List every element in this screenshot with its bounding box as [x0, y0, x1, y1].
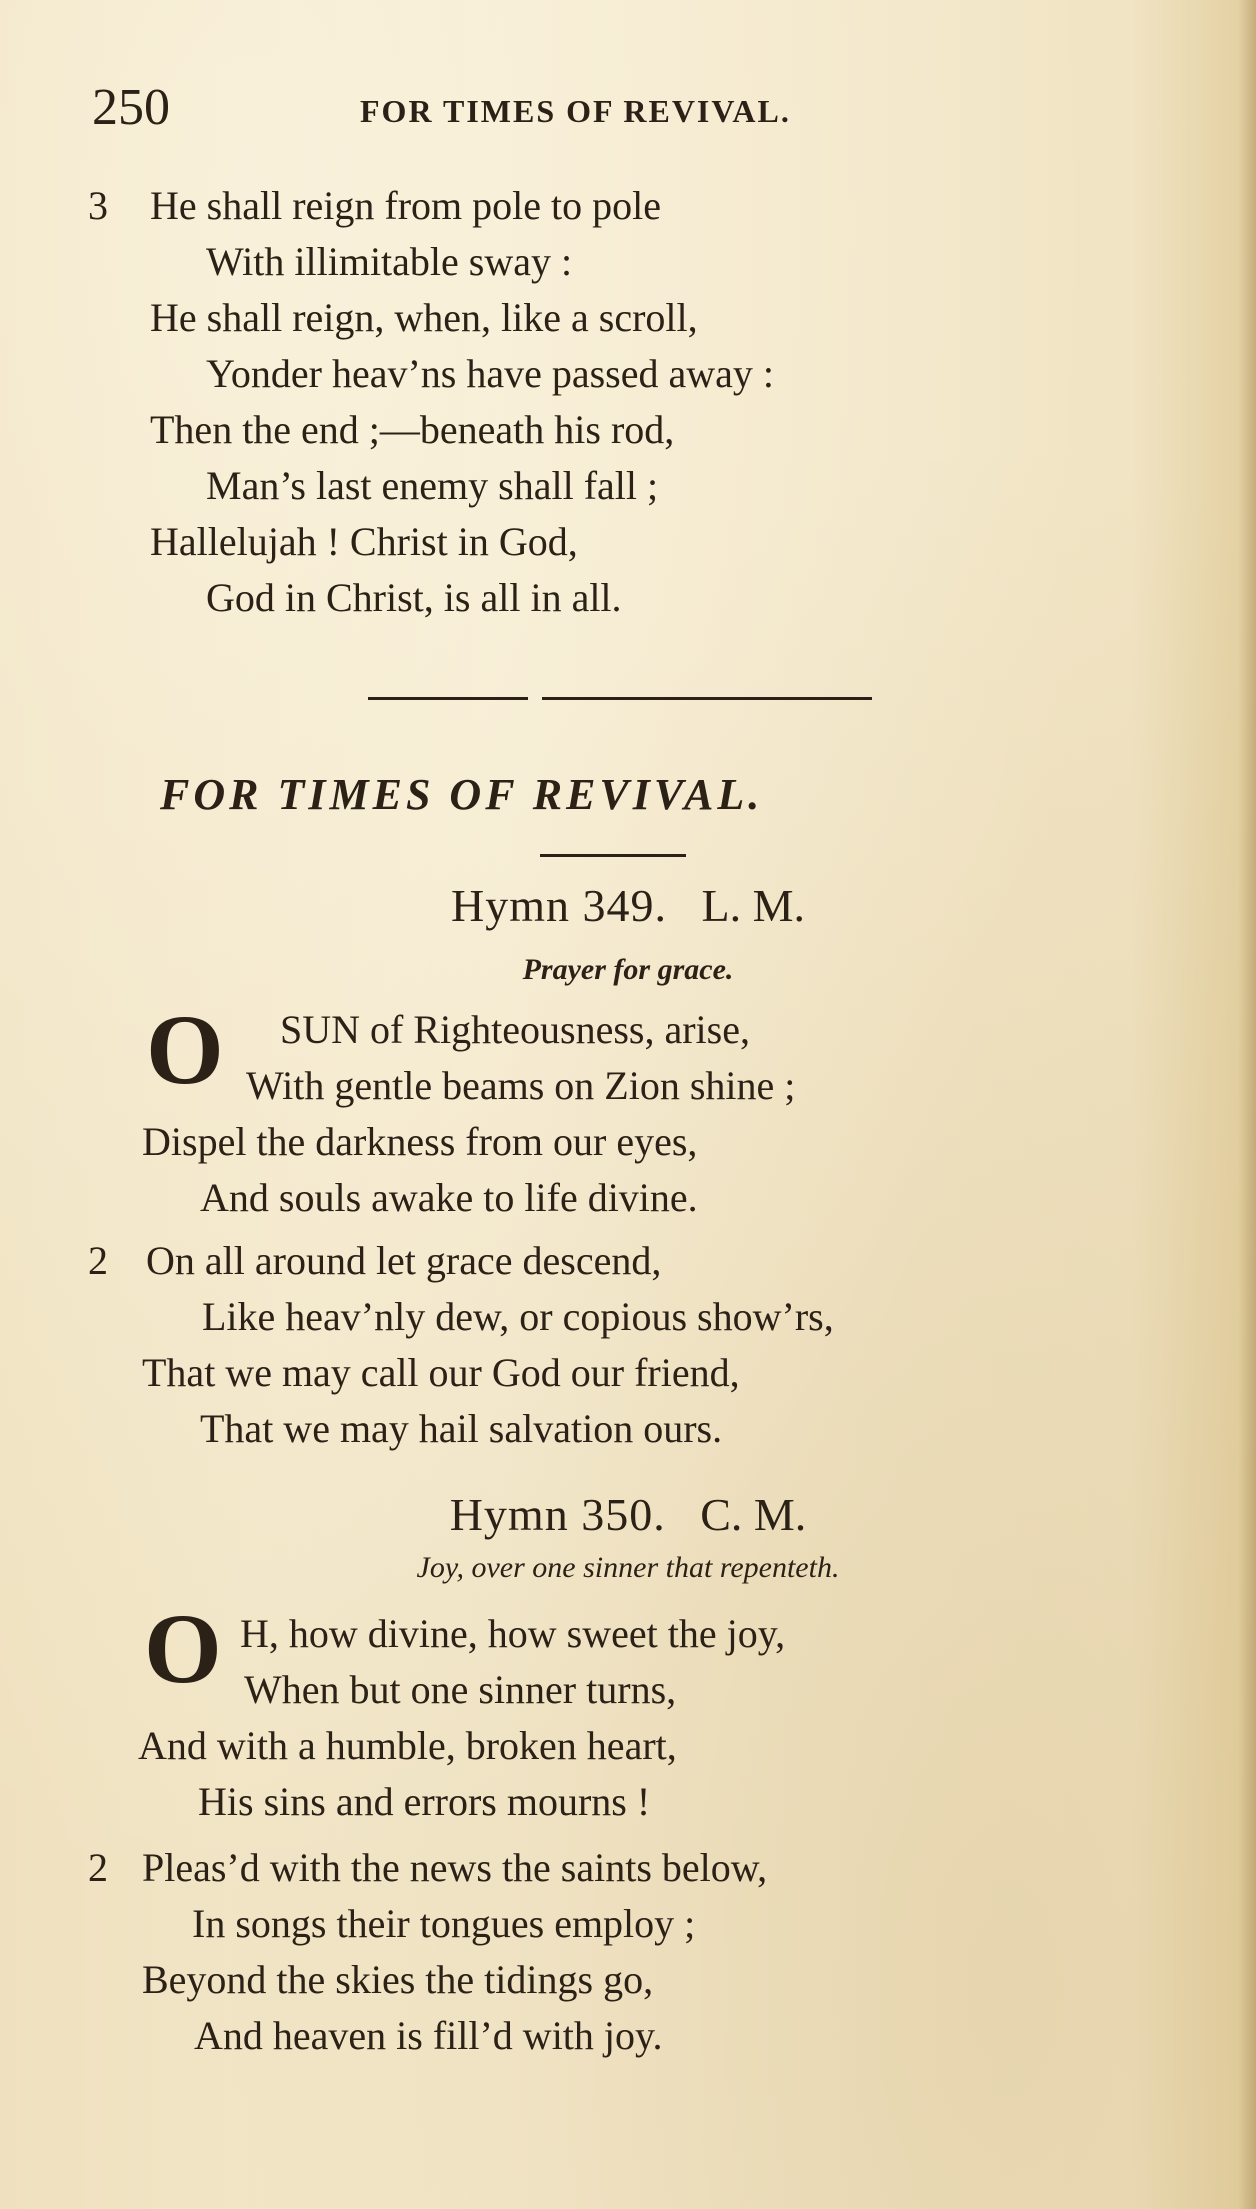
verse-text: Then the end ;—beneath his rod,	[150, 407, 675, 452]
section-divider-right	[542, 697, 872, 700]
verse-text: And heaven is fill’d with joy.	[194, 2013, 663, 2058]
verse-text: When but one sinner turns,	[244, 1667, 677, 1712]
stanza-number: 2	[88, 1845, 108, 1890]
verse-text: Pleas’d with the news the saints below,	[142, 1845, 768, 1890]
verse-text: With illimitable sway :	[206, 239, 573, 284]
verse-text: That we may call our God our friend,	[142, 1350, 740, 1395]
verse-text: Yonder heav’ns have passed away :	[206, 351, 775, 396]
verse-text: Dispel the darkness from our eyes,	[142, 1119, 698, 1164]
verse-text: And souls awake to life divine.	[200, 1175, 698, 1220]
stanza-number: 2	[88, 1238, 108, 1283]
stanza-number: 3	[88, 183, 108, 228]
hymn-349-subtitle: Prayer for grace.	[522, 953, 734, 986]
verse-text: Hallelujah ! Christ in God,	[150, 519, 578, 564]
verse-text: And with a humble, broken heart,	[138, 1723, 677, 1768]
verse-text: God in Christ, is all in all.	[206, 575, 622, 620]
verse-text: H, how divine, how sweet the joy,	[240, 1611, 786, 1656]
verse-text: Man’s last enemy shall fall ;	[206, 463, 659, 508]
section-title: FOR TIMES OF REVIVAL.	[160, 770, 764, 819]
hymn-meter: L. M.	[701, 880, 805, 931]
running-title: FOR TIMES OF REVIVAL.	[360, 93, 791, 129]
hymn-349-heading	[0, 876, 1256, 936]
page-number: 250	[92, 79, 170, 136]
drop-cap: O	[146, 994, 224, 1105]
section-divider-left	[368, 697, 528, 700]
verse-text: In songs their tongues employ ;	[192, 1901, 696, 1946]
verse-text: Like heav’nly dew, or copious show’rs,	[202, 1294, 834, 1339]
verse-text: Beyond the skies the tidings go,	[142, 1957, 654, 2002]
hymn-meter: C. M.	[700, 1489, 807, 1540]
verse-text: SUN of Righteousness, arise,	[280, 1007, 750, 1052]
title-underline	[540, 854, 686, 857]
verse-text: On all around let grace descend,	[146, 1238, 662, 1283]
verse-text: He shall reign from pole to pole	[150, 183, 661, 228]
hymn-number: Hymn 349.	[451, 880, 667, 931]
verse-text: He shall reign, when, like a scroll,	[150, 295, 698, 340]
verse-text: His sins and errors mourns !	[198, 1779, 651, 1824]
page-edge-shadow	[1238, 0, 1256, 2209]
hymn-350-heading	[0, 1485, 1256, 1545]
running-head	[92, 78, 1092, 138]
drop-cap: O	[144, 1593, 222, 1704]
verse-text: With gentle beams on Zion shine ;	[246, 1063, 796, 1108]
hymn-number: Hymn 350.	[449, 1489, 666, 1540]
verse-text: That we may hail salvation ours.	[200, 1406, 723, 1451]
hymn-350-subtitle: Joy, over one sinner that repenteth.	[416, 1551, 840, 1584]
